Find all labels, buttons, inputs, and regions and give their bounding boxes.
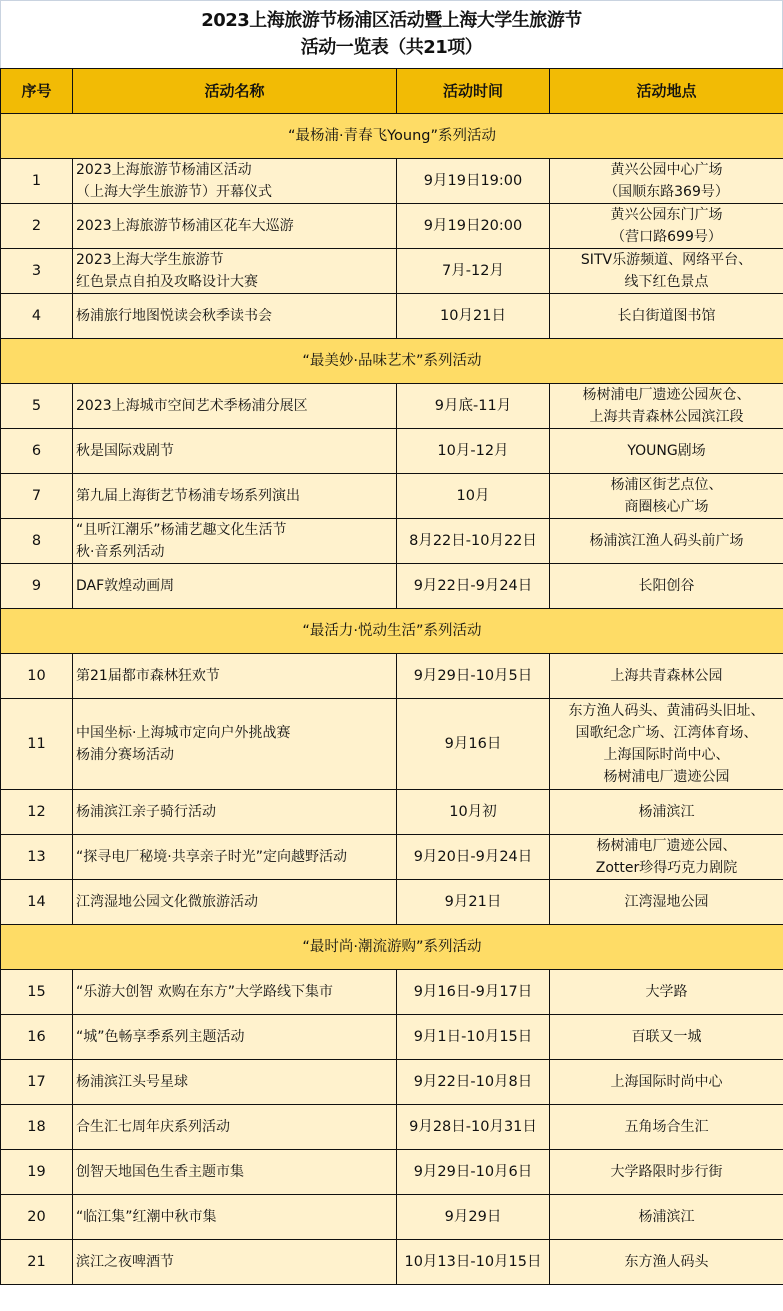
section-title: “最杨浦·青春飞Young”系列活动: [1, 114, 783, 159]
cell-activity-time: 9月29日-10月5日: [397, 654, 550, 699]
cell-activity-place: [550, 384, 783, 429]
table-row: [1, 249, 783, 294]
table-header-row: [1, 69, 783, 114]
cell-activity-time: 10月21日: [397, 294, 550, 339]
activity-place-line: SITV乐游频道、网络平台、: [580, 252, 753, 268]
section-header-row: [1, 114, 783, 159]
title-line-2: 活动一览表（共21项）: [300, 37, 483, 58]
activity-place-line: 线下红色景点: [624, 274, 709, 290]
table-row: [1, 474, 783, 519]
cell-activity-place: [550, 249, 783, 294]
activity-place-line: 杨浦区街艺点位、: [610, 477, 723, 493]
cell-activity-time: 9月22日-9月24日: [397, 564, 550, 609]
cell-number: 16: [1, 1015, 73, 1060]
activity-name-line: 杨浦滨江亲子骑行活动: [76, 804, 216, 820]
header-no: 序号: [1, 69, 73, 114]
cell-number: 15: [1, 970, 73, 1015]
cell-activity-name: [73, 249, 397, 294]
cell-activity-name: [73, 564, 397, 609]
activity-name-line: 2023上海旅游节杨浦区活动: [76, 162, 252, 178]
cell-number: 14: [1, 880, 73, 925]
table-row: [1, 429, 783, 474]
cell-activity-name: [73, 970, 397, 1015]
cell-number: 18: [1, 1105, 73, 1150]
cell-activity-name: [73, 294, 397, 339]
table-row: [1, 880, 783, 925]
cell-activity-name: [73, 1240, 397, 1285]
cell-number: 5: [1, 384, 73, 429]
cell-activity-time: 7月-12月: [397, 249, 550, 294]
cell-activity-name: [73, 159, 397, 204]
activity-place-line: 杨树浦电厂遗迹公园灰仓、: [582, 387, 751, 403]
activity-place-line: 商圈核心广场: [624, 499, 709, 515]
cell-activity-place: [550, 429, 783, 474]
cell-activity-time: 9月19日20:00: [397, 204, 550, 249]
cell-activity-place: [550, 519, 783, 564]
cell-activity-name: [73, 1060, 397, 1105]
cell-activity-name: [73, 1150, 397, 1195]
activity-name-line: 第九届上海街艺节杨浦专场系列演出: [76, 488, 300, 504]
table-row: [1, 204, 783, 249]
cell-activity-place: [550, 159, 783, 204]
cell-activity-time: 9月1日-10月15日: [397, 1015, 550, 1060]
table-row: [1, 1240, 783, 1285]
document-title: [0, 0, 783, 68]
cell-number: 9: [1, 564, 73, 609]
cell-number: 20: [1, 1195, 73, 1240]
cell-activity-name: [73, 384, 397, 429]
table-row: [1, 1015, 783, 1060]
cell-activity-time: 9月19日19:00: [397, 159, 550, 204]
cell-activity-place: [550, 1015, 783, 1060]
activity-name-line: 滨江之夜啤酒节: [76, 1254, 174, 1270]
cell-activity-time: 10月-12月: [397, 429, 550, 474]
section-title: “最美妙·品味艺术”系列活动: [1, 339, 783, 384]
cell-number: 2: [1, 204, 73, 249]
activity-name-line: 创智天地国色生香主题市集: [76, 1164, 244, 1180]
cell-activity-time: 10月13日-10月15日: [397, 1240, 550, 1285]
activity-name-line: 中国坐标·上海城市定向户外挑战赛: [76, 725, 291, 741]
cell-activity-time: 9月29日-10月6日: [397, 1150, 550, 1195]
cell-activity-name: [73, 1105, 397, 1150]
activity-place-line: 上海国际时尚中心: [610, 1074, 723, 1090]
activity-place-line: 上海国际时尚中心、: [603, 747, 730, 763]
cell-activity-name: [73, 790, 397, 835]
activity-name-line: DAF敦煌动画周: [76, 578, 175, 594]
cell-number: 1: [1, 159, 73, 204]
activity-place-line: 大学路: [645, 984, 688, 1000]
cell-activity-place: [550, 1240, 783, 1285]
activity-place-line: 国歌纪念广场、江湾体育场、: [575, 725, 758, 741]
cell-activity-place: [550, 294, 783, 339]
activity-place-line: 东方渔人码头: [624, 1254, 709, 1270]
table-row: [1, 699, 783, 790]
cell-activity-place: [550, 790, 783, 835]
activity-name-line: 秋·音系列活动: [76, 544, 165, 560]
activity-place-line: 杨树浦电厂遗迹公园: [603, 769, 730, 785]
cell-activity-name: [73, 204, 397, 249]
activity-place-line: Zotter珍得巧克力剧院: [595, 860, 738, 876]
cell-activity-place: [550, 204, 783, 249]
cell-activity-place: [550, 654, 783, 699]
cell-activity-place: [550, 699, 783, 790]
cell-activity-name: [73, 654, 397, 699]
cell-activity-name: [73, 429, 397, 474]
table-row: [1, 654, 783, 699]
cell-activity-name: [73, 519, 397, 564]
cell-activity-time: 10月: [397, 474, 550, 519]
cell-activity-time: 9月28日-10月31日: [397, 1105, 550, 1150]
cell-activity-name: [73, 1015, 397, 1060]
cell-number: 8: [1, 519, 73, 564]
activity-name-line: 2023上海大学生旅游节: [76, 252, 224, 268]
activity-name-line: 杨浦旅行地图悦读会秋季读书会: [76, 308, 272, 324]
header-place: 活动地点: [550, 69, 783, 114]
activity-place-line: 东方渔人码头、黄浦码头旧址、: [568, 703, 765, 719]
table-row: [1, 294, 783, 339]
activity-name-line: 杨浦分赛场活动: [76, 747, 174, 763]
title-line-1: 2023上海旅游节杨浦区活动暨上海大学生旅游节: [201, 10, 582, 31]
cell-activity-place: [550, 1150, 783, 1195]
activity-place-line: 长阳创谷: [638, 578, 695, 594]
cell-number: 19: [1, 1150, 73, 1195]
table-row: [1, 1060, 783, 1105]
cell-number: 17: [1, 1060, 73, 1105]
table-row: [1, 1195, 783, 1240]
cell-activity-place: [550, 835, 783, 880]
activity-name-line: “临江集”红潮中秋市集: [76, 1209, 217, 1225]
activity-place-line: 杨浦滨江: [638, 804, 695, 820]
section-title: “最活力·悦动生活”系列活动: [1, 609, 783, 654]
activity-name-line: “城”色畅享季系列主题活动: [76, 1029, 245, 1045]
activity-name-line: 第21届都市森林狂欢节: [76, 668, 220, 684]
header-name: 活动名称: [73, 69, 397, 114]
activity-name-line: 红色景点自拍及攻略设计大赛: [76, 274, 258, 290]
cell-number: 21: [1, 1240, 73, 1285]
cell-activity-time: 9月21日: [397, 880, 550, 925]
table-row: [1, 564, 783, 609]
cell-number: 4: [1, 294, 73, 339]
cell-activity-time: 9月29日: [397, 1195, 550, 1240]
activity-place-line: 黄兴公园东门广场: [610, 207, 723, 223]
table-row: [1, 384, 783, 429]
cell-activity-place: [550, 1195, 783, 1240]
cell-activity-name: [73, 699, 397, 790]
activity-place-line: 百联又一城: [631, 1029, 702, 1045]
section-header-row: [1, 339, 783, 384]
cell-activity-time: 10月初: [397, 790, 550, 835]
activity-place-line: 杨浦滨江渔人码头前广场: [589, 533, 744, 549]
activity-place-line: 黄兴公园中心广场: [610, 162, 723, 178]
cell-number: 10: [1, 654, 73, 699]
cell-activity-time: 9月22日-10月8日: [397, 1060, 550, 1105]
activity-place-line: 大学路限时步行街: [610, 1164, 723, 1180]
cell-activity-name: [73, 474, 397, 519]
table-row: [1, 790, 783, 835]
activity-place-line: YOUNG剧场: [627, 443, 706, 459]
cell-number: 13: [1, 835, 73, 880]
activity-table: [0, 68, 783, 1285]
table-row: [1, 970, 783, 1015]
activity-place-line: 五角场合生汇: [624, 1119, 709, 1135]
activity-place-line: 杨浦滨江: [638, 1209, 695, 1225]
cell-activity-name: [73, 1195, 397, 1240]
activity-name-line: “探寻电厂秘境·共享亲子时光”定向越野活动: [76, 849, 347, 865]
table-row: [1, 1105, 783, 1150]
activity-name-line: “乐游大创智 欢购在东方”大学路线下集市: [76, 984, 333, 1000]
section-title: “最时尚·潮流游购”系列活动: [1, 925, 783, 970]
activity-name-line: 2023上海城市空间艺术季杨浦分展区: [76, 398, 308, 414]
cell-number: 12: [1, 790, 73, 835]
activity-name-line: 江湾湿地公园文化微旅游活动: [76, 894, 258, 910]
activity-place-line: 江湾湿地公园: [624, 894, 709, 910]
cell-activity-name: [73, 880, 397, 925]
activity-place-line: （国顺东路369号）: [604, 184, 729, 200]
table-row: [1, 1150, 783, 1195]
table-row: [1, 159, 783, 204]
cell-number: 3: [1, 249, 73, 294]
cell-activity-place: [550, 474, 783, 519]
cell-activity-time: 9月16日: [397, 699, 550, 790]
activity-place-line: 上海共青森林公园滨江段: [589, 409, 744, 425]
cell-activity-place: [550, 1060, 783, 1105]
table-row: [1, 519, 783, 564]
activity-place-line: （营口路699号）: [611, 229, 722, 245]
cell-activity-place: [550, 1105, 783, 1150]
activity-place-line: 长白街道图书馆: [617, 308, 716, 324]
header-time: 活动时间: [397, 69, 550, 114]
activity-place-line: 杨树浦电厂遗迹公园、: [596, 838, 737, 854]
cell-activity-time: 8月22日-10月22日: [397, 519, 550, 564]
activity-name-line: 杨浦滨江头号星球: [76, 1074, 188, 1090]
cell-activity-place: [550, 970, 783, 1015]
section-header-row: [1, 609, 783, 654]
activity-place-line: 上海共青森林公园: [610, 668, 723, 684]
activity-name-line: 2023上海旅游节杨浦区花车大巡游: [76, 218, 294, 234]
activity-name-line: “且听江潮乐”杨浦艺趣文化生活节: [76, 522, 287, 538]
section-header-row: [1, 925, 783, 970]
cell-number: 7: [1, 474, 73, 519]
cell-activity-time: 9月16日-9月17日: [397, 970, 550, 1015]
cell-activity-place: [550, 880, 783, 925]
cell-activity-time: 9月20日-9月24日: [397, 835, 550, 880]
cell-activity-place: [550, 564, 783, 609]
activity-name-line: 秋是国际戏剧节: [76, 443, 174, 459]
table-row: [1, 835, 783, 880]
cell-number: 11: [1, 699, 73, 790]
cell-number: 6: [1, 429, 73, 474]
activity-name-line: 合生汇七周年庆系列活动: [76, 1119, 230, 1135]
cell-activity-time: 9月底-11月: [397, 384, 550, 429]
cell-activity-name: [73, 835, 397, 880]
activity-name-line: （上海大学生旅游节）开幕仪式: [76, 184, 272, 200]
